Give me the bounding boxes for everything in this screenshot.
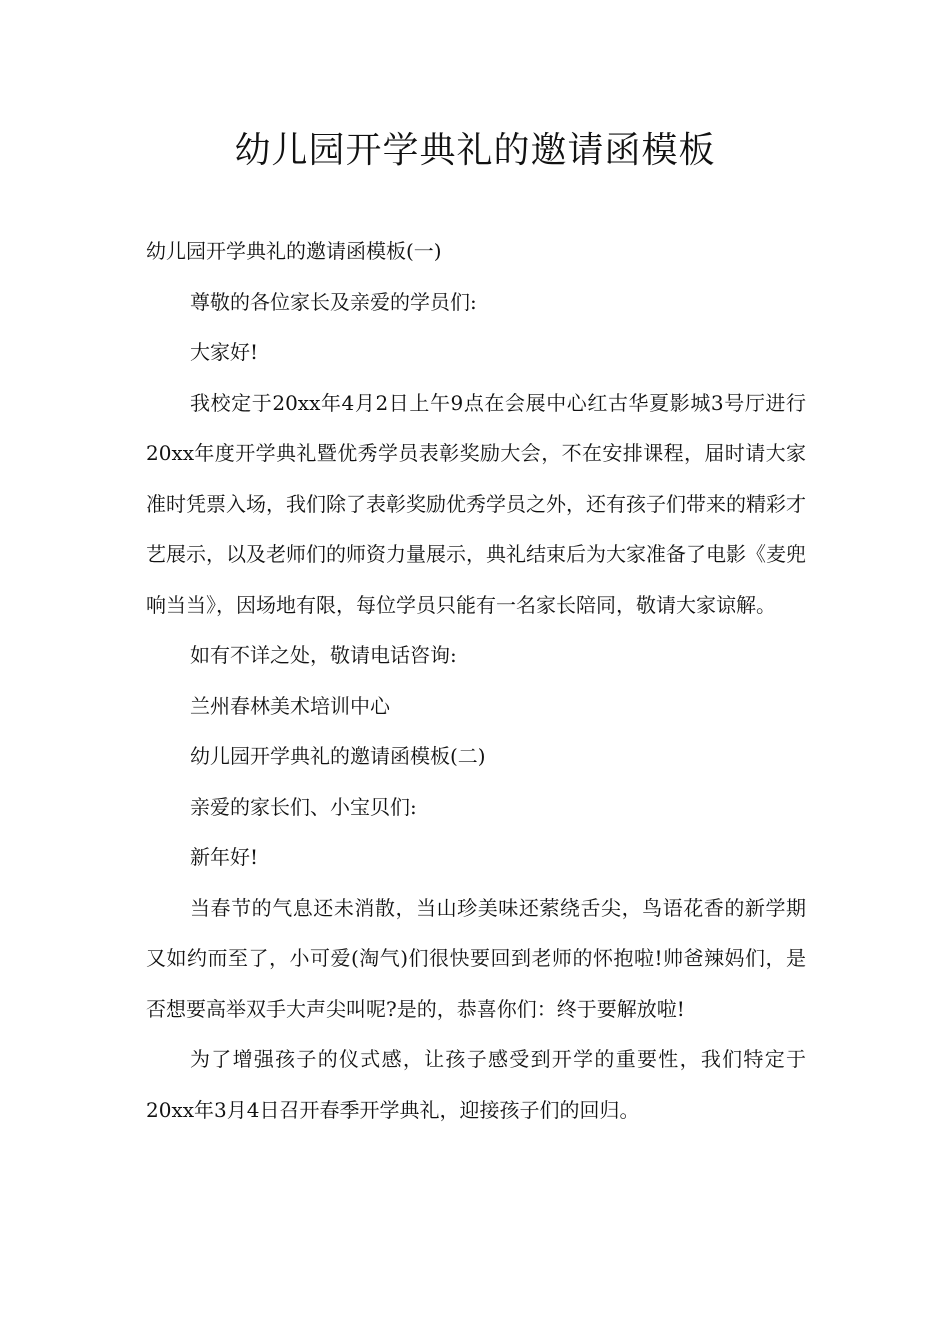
document-title: 幼儿园开学典礼的邀请函模板 xyxy=(234,130,716,171)
greeting-salutation-2: 亲爱的家长们、小宝贝们: xyxy=(190,794,417,819)
section-heading-1: 幼儿园开学典礼的邀请函模板(一) xyxy=(146,239,442,263)
document-body xyxy=(146,226,806,1135)
invitation-paragraph: 我校定于20xx年4月2日上午9点在会展中心红古华夏影城3号厅进行20xx年度开学典礼暨优秀学员表彰奖励大会，不在安排课程，届时请大家准时凭票入场，我们除了表彰奖励优秀学员之外，还有孩子们带来的精彩才艺展示，以及老师们的师资力量展示，典礼结束后为大家准备了电影《麦兜响当当》，因场地有限，每位学员只能有一名家长陪同，敬请大家谅解。 xyxy=(146,390,806,617)
ceremony-paragraph: 为了增强孩子的仪式感，让孩子感受到开学的重要性，我们特定于20xx年3月4日召开春季开学典礼，迎接孩子们的回归。 xyxy=(146,1047,806,1122)
greeting-salutation: 尊敬的各位家长及亲爱的学员们: xyxy=(190,289,477,314)
greeting-new-year: 新年好! xyxy=(190,845,259,869)
greeting-hello: 大家好! xyxy=(190,340,259,364)
contact-note: 如有不详之处，敬请电话咨询: xyxy=(190,643,457,667)
organizer-name: 兰州春林美术培训中心 xyxy=(190,693,390,718)
spring-paragraph: 当春节的气息还未消散，当山珍美味还萦绕舌尖，鸟语花香的新学期又如约而至了，小可爱(淘气)们很快要回到老师的怀抱啦!帅爸辣妈们，是否想要高举双手大声尖叫呢?是的，恭喜你们：终于要解放啦! xyxy=(146,895,806,1021)
section-heading-2: 幼儿园开学典礼的邀请函模板(二) xyxy=(190,744,486,768)
